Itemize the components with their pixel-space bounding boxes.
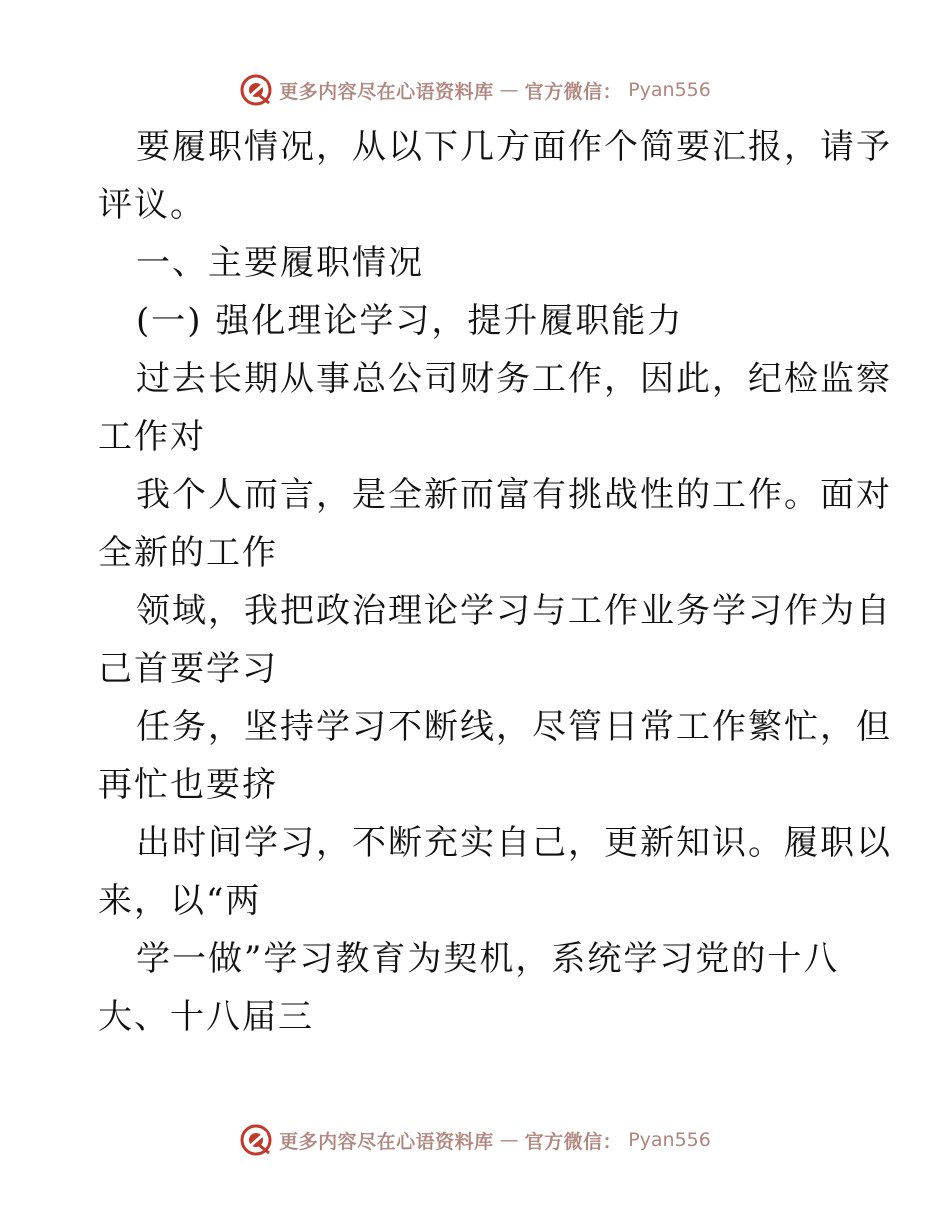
- watermark-brand: 更多内容尽在心语资料库: [279, 1130, 494, 1153]
- brand-logo-icon: [239, 73, 273, 107]
- paragraph-line: 过去长期从事总公司财务工作，因此，纪检监察: [136, 359, 892, 399]
- paragraph-line: 工作对: [98, 417, 206, 457]
- watermark-separator: —: [499, 1129, 519, 1151]
- brand-logo-icon: [239, 1123, 273, 1157]
- section-heading: 一、主要履职情况: [136, 243, 424, 283]
- watermark-account: Pyan556: [628, 79, 711, 101]
- paragraph-line: 我个人而言，是全新而富有挑战性的工作。面对: [136, 475, 892, 515]
- paragraph-line: 任务，坚持学习不断线，尽管日常工作繁忙，但: [136, 707, 892, 747]
- paragraph-line: 要履职情况，从以下几方面作个简要汇报，请予: [136, 127, 892, 167]
- footer-watermark: [0, 1120, 950, 1160]
- paragraph-line: 来，以“两: [98, 881, 262, 921]
- subsection-heading: (一) 强化理论学习，提升履职能力: [136, 301, 684, 341]
- paragraph-line: 大、十八届三: [98, 997, 314, 1037]
- paragraph-line: 再忙也要挤: [98, 765, 278, 805]
- paragraph-line: 己首要学习: [98, 649, 278, 689]
- paragraph-line: 评议。: [98, 185, 206, 225]
- watermark-account: Pyan556: [628, 1129, 711, 1151]
- watermark-brand: 更多内容尽在心语资料库: [279, 80, 494, 103]
- watermark-separator: —: [499, 79, 519, 101]
- watermark-label: 官方微信：: [524, 1130, 623, 1153]
- watermark-label: 官方微信：: [524, 80, 623, 103]
- paragraph-line: 出时间学习，不断充实自己，更新知识。履职以: [136, 823, 892, 863]
- paragraph-line: 领域，我把政治理论学习与工作业务学习作为自: [136, 591, 892, 631]
- paragraph-line: 学一做”学习教育为契机，系统学习党的十八: [136, 939, 840, 979]
- paragraph-line: 全新的工作: [98, 533, 278, 573]
- document-body: [98, 118, 892, 1046]
- header-watermark: [0, 70, 950, 110]
